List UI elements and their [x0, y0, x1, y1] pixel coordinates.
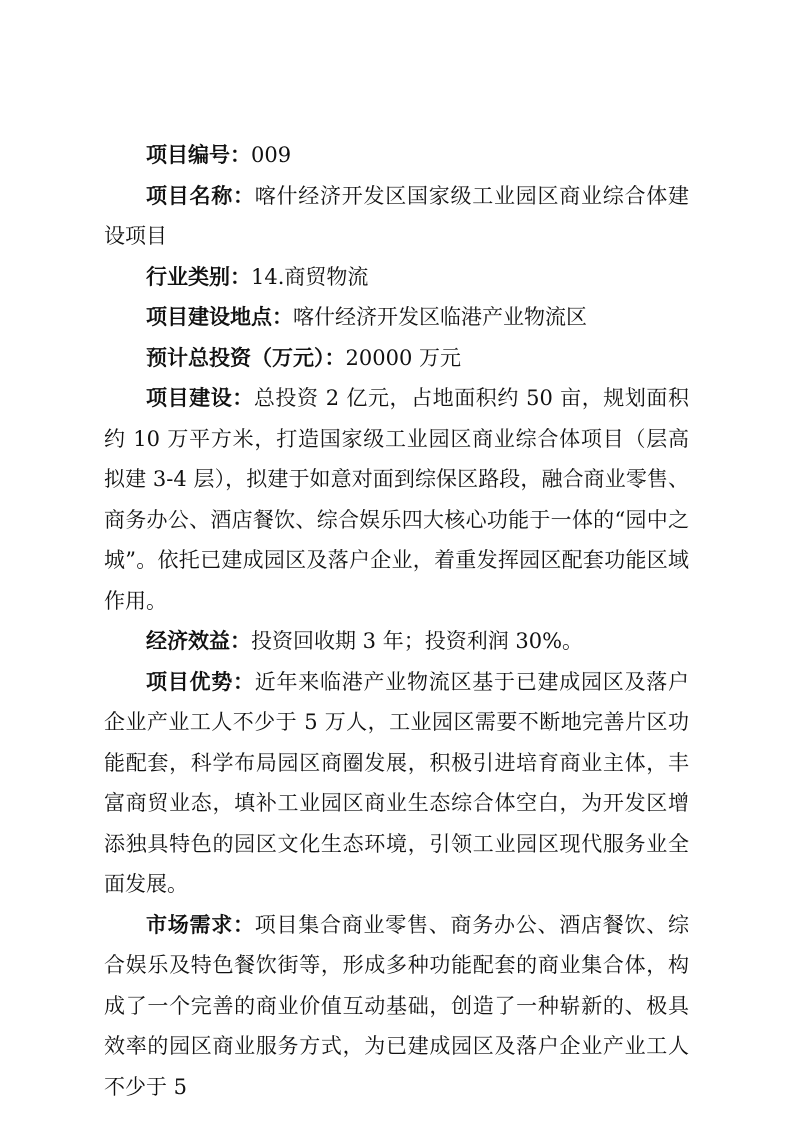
- project-number-value: 009: [251, 143, 292, 167]
- economic-benefit-value: 投资回收期 3 年；投资利润 30%。: [251, 629, 584, 653]
- market-demand-value: 项目集合商业零售、商务办公、酒店餐饮、综合娱乐及特色餐饮街等，形成多种功能配套的商业集合体，构成了一个完善的商业价值互动基础，创造了一种崭新的、极具效率的园区商业服务方式，为已建成园区及落户企业产业工人不少于 5: [104, 912, 689, 1099]
- industry-category-value: 14.商贸物流: [251, 264, 369, 289]
- project-construction: [104, 378, 689, 621]
- market-demand: [104, 905, 689, 1108]
- project-construction-value: 总投资 2 亿元，占地面积约 50 亩，规划面积约 10 万平方米，打造国家级工业园区商业综合体项目（层高拟建 3-4 层），拟建于如意对面到综保区路段，融合商业零售、商务办公、酒店餐饮、综合娱乐四大核心功能于一体的“园中之城”。依托已建成园区及落户企业，着重发挥园区配套功能区域作用。: [104, 386, 689, 613]
- project-number: [104, 135, 689, 176]
- economic-benefit-label: 经济效益：: [146, 629, 251, 653]
- project-name: [104, 176, 689, 257]
- industry-category: [104, 257, 689, 298]
- market-demand-label: 市场需求：: [146, 912, 255, 937]
- project-number-label: 项目编号：: [146, 143, 251, 167]
- industry-category-label: 行业类别：: [146, 264, 251, 289]
- project-advantage-label: 项目优势：: [146, 669, 255, 694]
- total-investment: [104, 338, 689, 379]
- project-advantage-value: 近年来临港产业物流区基于已建成园区及落户企业产业工人不少于 5 万人，工业园区需要不断地完善片区功能配套，科学布局园区商圈发展，积极引进培育商业主体，丰富商贸业态，填补工业园区商业生态综合体空白，为开发区增添独具特色的园区文化生态环境，引领工业园区现代服务业全面发展。: [104, 669, 689, 896]
- total-investment-value: 20000 万元: [345, 345, 461, 370]
- project-construction-label: 项目建设：: [146, 386, 254, 410]
- economic-benefit: [104, 621, 689, 662]
- project-location: [104, 297, 689, 338]
- project-name-value: 喀什经济开发区国家级工业园区商业综合体建设项目: [104, 183, 689, 248]
- project-name-label: 项目名称：: [146, 183, 255, 208]
- project-location-label: 项目建设地点：: [146, 305, 293, 329]
- project-advantage: [104, 662, 689, 905]
- total-investment-label: 预计总投资（万元）：: [146, 345, 346, 370]
- project-location-value: 喀什经济开发区临港产业物流区: [293, 305, 587, 329]
